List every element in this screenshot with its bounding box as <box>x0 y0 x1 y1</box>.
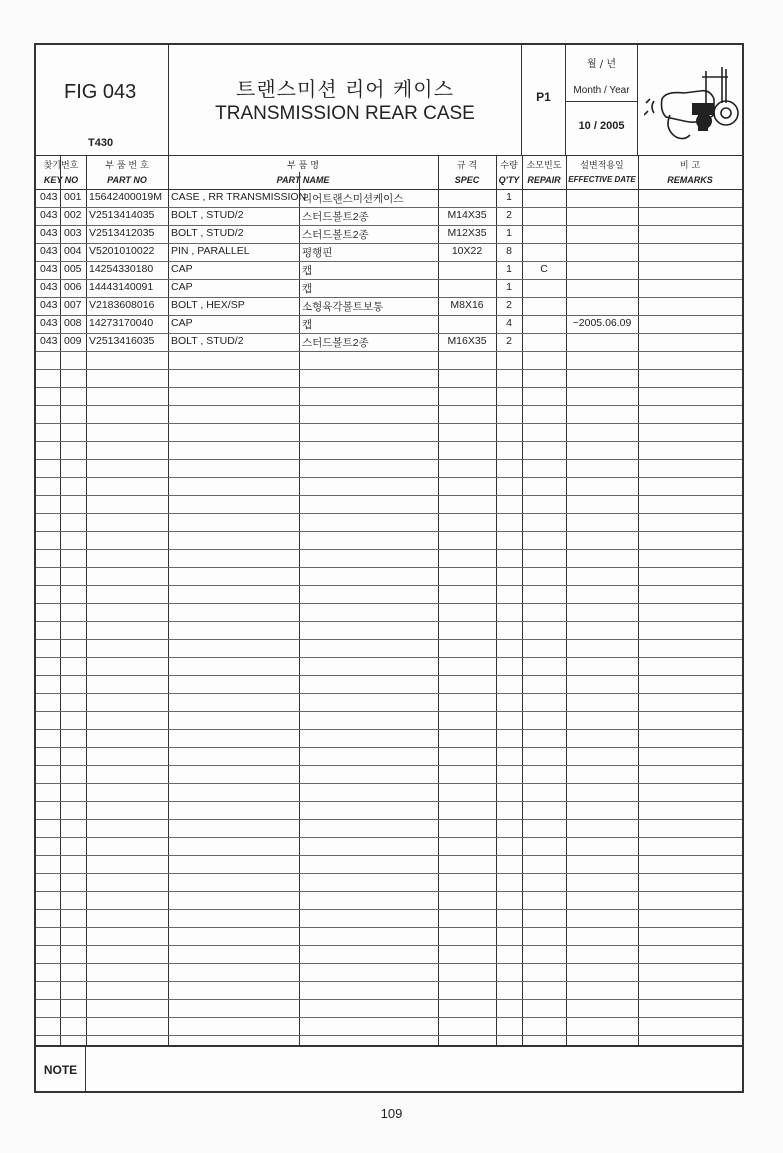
table-row <box>36 279 742 298</box>
empty-table-row <box>36 783 742 802</box>
cell-name-en: CASE , RR TRANSMISSION <box>171 191 307 203</box>
date-label-korean: 월 / 년 <box>586 59 617 70</box>
cell-fig: 043 <box>40 227 58 239</box>
empty-table-row <box>36 531 742 550</box>
cell-key: 004 <box>64 245 82 257</box>
empty-table-row <box>36 351 742 370</box>
empty-table-row <box>36 423 742 442</box>
empty-table-row <box>36 459 742 478</box>
empty-table-row <box>36 1017 742 1036</box>
title-cell <box>169 45 522 155</box>
cell-key: 002 <box>64 209 82 221</box>
cell-fig: 043 <box>40 299 58 311</box>
col-spec-ko: 규 격 <box>456 161 478 171</box>
page-code: P1 <box>536 90 551 104</box>
cell-name-ko: 스터드볼트2종 <box>302 229 369 241</box>
cell-name-ko: 리어트랜스미션케이스 <box>302 193 404 205</box>
date-cell <box>566 45 638 155</box>
cell-qty: 2 <box>506 209 512 221</box>
cell-spec: M16X35 <box>447 335 487 347</box>
cell-name-en: CAP <box>171 281 193 293</box>
cell-name-en: CAP <box>171 263 193 275</box>
empty-table-row <box>36 639 742 658</box>
col-part-en: PART NO <box>107 175 147 185</box>
note-label: NOTE <box>36 1047 86 1093</box>
col-rem-en: REMARKS <box>667 175 713 185</box>
col-repair-ko: 소모빈도 <box>526 161 562 171</box>
date-label-english: Month / Year <box>573 85 630 96</box>
col-eff-ko: 설변적용일 <box>580 161 624 171</box>
fig-cell <box>36 45 169 155</box>
cell-spec: M8X16 <box>450 299 484 311</box>
col-repair-en: REPAIR <box>527 175 561 185</box>
cell-qty: 4 <box>506 317 512 329</box>
empty-table-row <box>36 549 742 568</box>
cell-part-no: V2513416035 <box>89 335 155 347</box>
col-name-en: PART NAME <box>276 175 330 185</box>
cell-part-no: V2513412035 <box>89 227 155 239</box>
cell-fig: 043 <box>40 317 58 329</box>
date-value: 10 / 2005 <box>578 120 625 132</box>
empty-table-row <box>36 477 742 496</box>
cell-name-en: CAP <box>171 317 193 329</box>
cell-part-no: 14273170040 <box>89 317 154 329</box>
parts-table-body <box>36 189 742 1045</box>
empty-table-row <box>36 765 742 784</box>
empty-table-row <box>36 927 742 946</box>
empty-table-row <box>36 675 742 694</box>
cell-fig: 043 <box>40 335 58 347</box>
cell-key: 005 <box>64 263 82 275</box>
empty-table-row <box>36 747 742 766</box>
cell-repair: C <box>540 263 548 275</box>
cell-qty: 2 <box>506 299 512 311</box>
col-name-ko: 부 품 명 <box>287 161 319 171</box>
cell-key: 008 <box>64 317 82 329</box>
column-header-row <box>36 155 742 190</box>
cell-fig: 043 <box>40 245 58 257</box>
col-eff-en: EFFECTIVE DATE <box>568 175 636 184</box>
parts-list-sheet <box>34 43 744 1093</box>
cell-qty: 1 <box>506 191 512 203</box>
cell-key: 009 <box>64 335 82 347</box>
cell-spec: 10X22 <box>451 245 483 257</box>
page-number: 109 <box>380 1106 403 1121</box>
cell-name-ko: 스터드볼트2종 <box>302 337 369 349</box>
model-code: T430 <box>88 137 114 149</box>
empty-table-row <box>36 693 742 712</box>
table-row <box>36 261 742 280</box>
col-qty-ko: 수량 <box>500 161 518 171</box>
table-row <box>36 333 742 352</box>
empty-table-row <box>36 603 742 622</box>
empty-table-row <box>36 873 742 892</box>
cell-name-en: BOLT , HEX/SP <box>171 299 245 311</box>
cell-spec: M14X35 <box>447 209 487 221</box>
cell-name-en: BOLT , STUD/2 <box>171 335 244 347</box>
empty-table-row <box>36 621 742 640</box>
cell-name-ko: 스터드볼트2종 <box>302 211 369 223</box>
empty-table-row <box>36 711 742 730</box>
empty-table-row <box>36 585 742 604</box>
cell-part-no: V2513414035 <box>89 209 155 221</box>
empty-table-row <box>36 369 742 388</box>
table-row <box>36 225 742 244</box>
table-row <box>36 243 742 262</box>
empty-table-row <box>36 963 742 982</box>
empty-table-row <box>36 441 742 460</box>
empty-table-row <box>36 801 742 820</box>
title-english: TRANSMISSION REAR CASE <box>215 103 475 124</box>
cell-fig: 043 <box>40 209 58 221</box>
empty-table-row <box>36 909 742 928</box>
cell-key: 003 <box>64 227 82 239</box>
cell-key: 007 <box>64 299 82 311</box>
cell-name-ko: 캡 <box>302 283 313 295</box>
col-spec-en: SPEC <box>454 175 480 185</box>
cell-fig: 043 <box>40 191 58 203</box>
cell-qty: 2 <box>506 335 512 347</box>
cell-part-no: 14254330180 <box>89 263 154 275</box>
empty-table-row <box>36 513 742 532</box>
empty-table-row <box>36 837 742 856</box>
table-row <box>36 189 742 208</box>
col-key-en: KEY NO <box>43 175 79 185</box>
empty-table-row <box>36 567 742 586</box>
empty-table-row <box>36 891 742 910</box>
cell-part-no: V5201010022 <box>89 245 155 257</box>
cell-name-ko: 캡 <box>302 319 313 331</box>
title-korean: 트랜스미션 리어 케이스 <box>236 77 454 101</box>
cell-key: 006 <box>64 281 82 293</box>
cell-name-en: BOLT , STUD/2 <box>171 209 244 221</box>
empty-table-row <box>36 657 742 676</box>
cell-key: 001 <box>64 191 82 203</box>
cell-part-no: 14443140091 <box>89 281 154 293</box>
page-code-cell <box>522 45 566 155</box>
cell-effective: ~2005.06.09 <box>572 317 632 329</box>
cell-part-no: V2183608016 <box>89 299 155 311</box>
empty-table-row <box>36 405 742 424</box>
cell-fig: 043 <box>40 281 58 293</box>
col-rem-ko: 비 고 <box>679 161 701 171</box>
col-key-ko: 찾기번호 <box>43 161 79 171</box>
cell-qty: 8 <box>506 245 512 257</box>
note-row <box>36 1045 742 1093</box>
empty-table-row <box>36 819 742 838</box>
col-qty-en: Q'TY <box>498 175 520 185</box>
cell-name-en: PIN , PARALLEL <box>171 245 250 257</box>
empty-table-row <box>36 387 742 406</box>
cell-name-ko: 소형육각볼트보통 <box>302 301 384 313</box>
cell-name-ko: 평행핀 <box>302 247 333 259</box>
cell-name-en: BOLT , STUD/2 <box>171 227 244 239</box>
table-row <box>36 315 742 334</box>
empty-table-row <box>36 855 742 874</box>
cell-qty: 1 <box>506 227 512 239</box>
fig-number: FIG 043 <box>64 81 137 103</box>
empty-table-row <box>36 999 742 1018</box>
cell-part-no: 15642400019M <box>89 191 162 203</box>
tractor-icon <box>644 55 740 145</box>
table-row <box>36 297 742 316</box>
cell-name-ko: 캡 <box>302 265 313 277</box>
empty-table-row <box>36 495 742 514</box>
empty-table-row <box>36 945 742 964</box>
empty-table-row <box>36 729 742 748</box>
cell-fig: 043 <box>40 263 58 275</box>
sheet-header <box>36 45 742 156</box>
empty-table-row <box>36 981 742 1000</box>
cell-qty: 1 <box>506 281 512 293</box>
table-row <box>36 207 742 226</box>
col-part-ko: 부 품 번 호 <box>105 161 149 171</box>
illustration-cell <box>638 45 742 155</box>
cell-qty: 1 <box>506 263 512 275</box>
cell-spec: M12X35 <box>447 227 487 239</box>
